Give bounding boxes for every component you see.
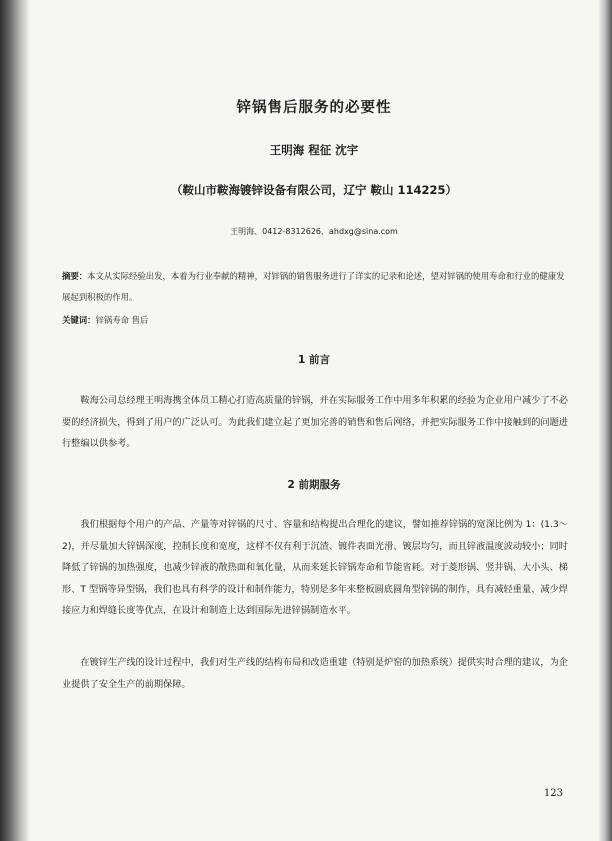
affiliation: （鞍山市鞍海镀锌设备有限公司，辽宁 鞍山 114225）	[170, 183, 457, 197]
abstract-text: 本文从实际经验出发，本着为行业奉献的精神，对锌锅的销售服务进行了详实的记录和论述，望对锌锅的使用寿命和行业的健康发展起到积极的作用。	[62, 271, 565, 302]
paper-title: 锌锅售后服务的必要性	[236, 100, 392, 116]
keywords	[62, 314, 568, 326]
section-heading-introduction: 1 前言	[298, 354, 330, 366]
contact-info: 王明海、0412-8312626、ahdxg@sina.com	[230, 227, 398, 236]
section-heading-pre-service: 2 前期服务	[287, 479, 341, 491]
author-list: 王明海 程征 沈宇	[269, 143, 359, 157]
scan-edge-left	[0, 0, 30, 841]
paragraph: 在镀锌生产线的设计过程中，我们对生产线的结构布局和改造重建（特别是炉窑的加热系统）提供实时合理的建议，为企业提供了安全生产的前期保障。	[62, 657, 568, 690]
keywords-label: 关键词：	[62, 315, 96, 325]
paper-page	[58, 0, 570, 841]
abstract	[62, 266, 568, 308]
abstract-label: 摘要：	[62, 271, 88, 281]
paragraph: 鞍海公司总经理王明海携全体员工精心打造高质量的锌锅，并在实际服务工作中用多年积累的经验为企业用户减少了不必要的经济损失，得到了用户的广泛认可。为此我们建立起了更加完善的销售和售后网络，并把实际服务工作中接触到的问题进行整编以供参考。	[62, 395, 568, 450]
scan-edge-right	[598, 0, 612, 841]
keywords-text: 锌锅寿命 售后	[95, 315, 149, 325]
paragraph: 我们根据每个用户的产品、产量等对锌锅的尺寸、容量和结构提出合理化的建议，譬如推荐锌锅的宽深比例为 1：(1.3～2)，并尽量加大锌锅深度，控制长度和宽度，这样不仅有利于沉渣、镀件表面光滑、镀层均匀，而且锌液温度波动较小；同时降低了锌锅的加热强度，也减少锌液的散热面和氧化量，从而来延长锌锅寿命和节能省耗。对于菱形锅、竖井锅、大小头、梯形、T 型锅等异型锅，我们也具有科学的设计和制作能力，特别是多年来整板圆底圆角型锌锅的制作，具有减轻重量、减少焊接应力和焊缝长度等优点，在设计和制造上达到国际先进锌锅制造水平。	[62, 519, 568, 617]
page-number: 123	[543, 788, 563, 799]
